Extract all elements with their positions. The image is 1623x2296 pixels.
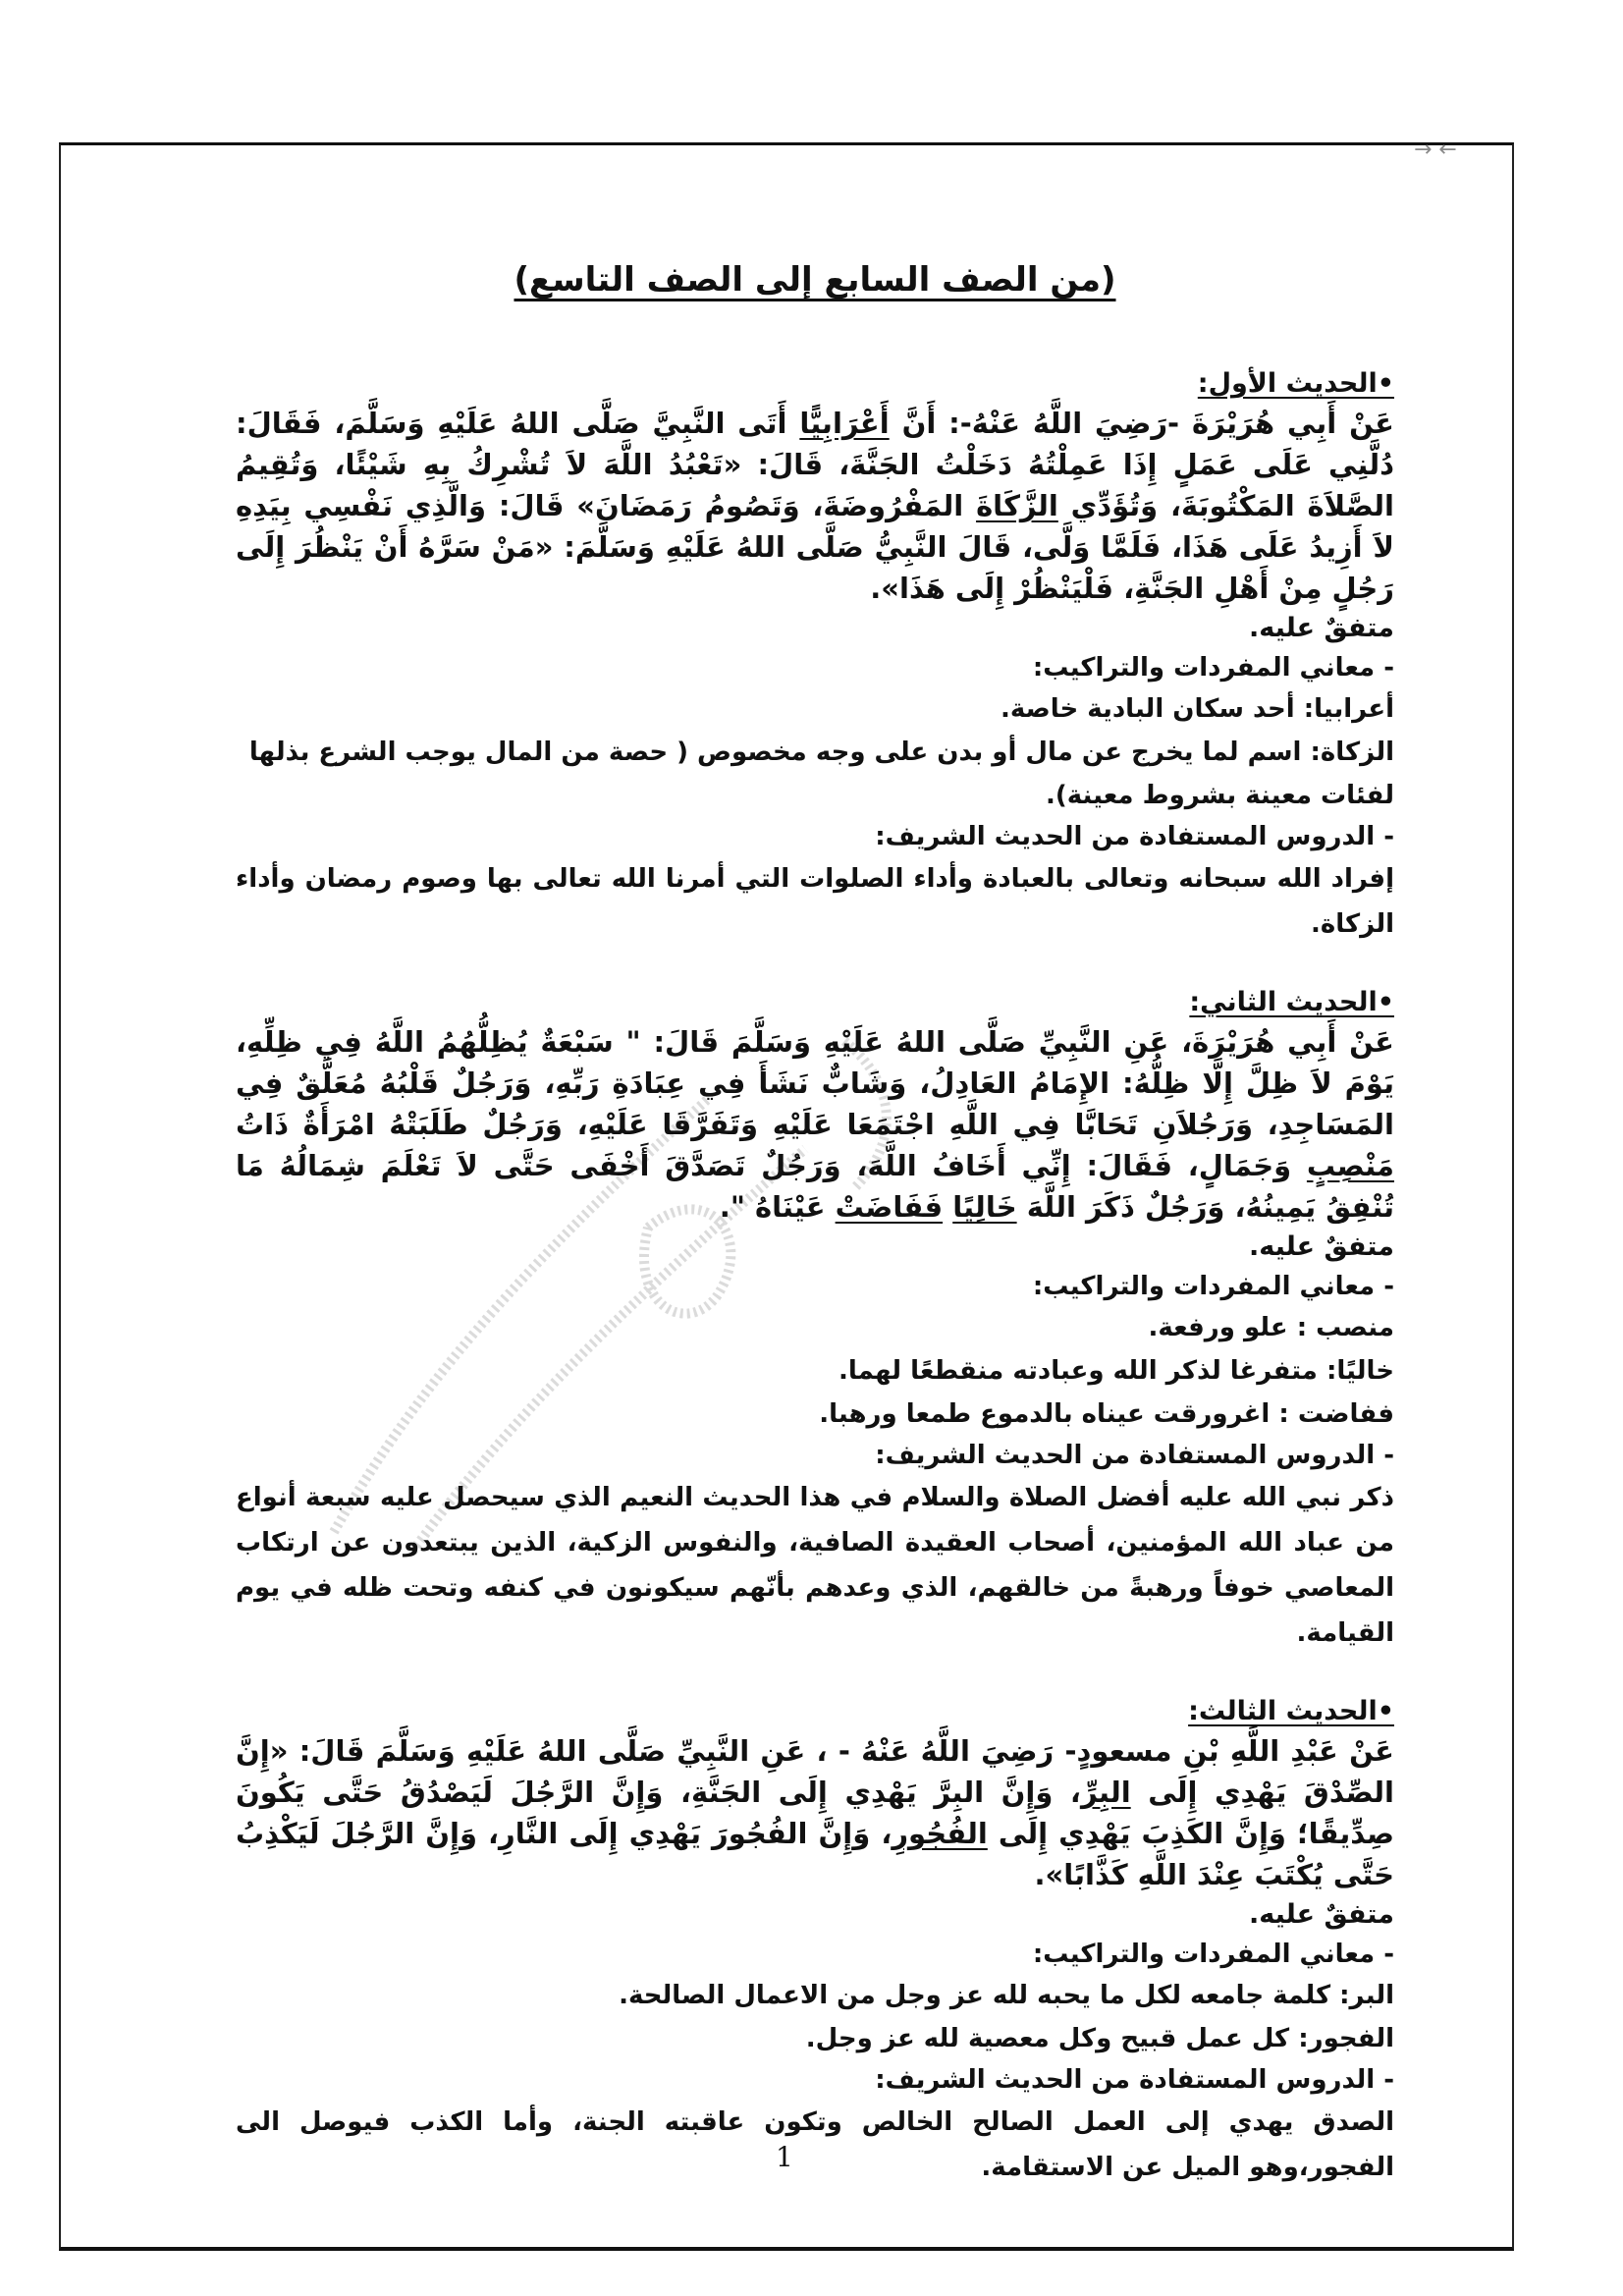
hadith-reference: متفقٌ عليه. [1248,1899,1394,1930]
vocab-term: البر: [1339,1981,1394,2010]
vocab-term: الزكاة: [1310,738,1394,767]
vocab-item [236,687,1394,731]
text-segment: أَتَى النَّبِيَّ صَلَّى اللهُ عَلَيْهِ وَسَلَّمَ، فَقَالَ: دُلَّنِي عَلَى عَمَلٍ إِذَا عَمِلْتُهُ دَخَلْتُ الجَنَّةَ، قَالَ: «تَعْبُدُ اللَّهَ لاَ تُشْرِكُ بِهِ شَيْئًا، وَتُقِيمُ الصَّلاَةَ المَكْتُوبَةَ، وَتُؤَدِّي [236,407,1394,522]
hadith-text [236,403,1394,609]
underlined-term: مَنْصِبٍ [1306,1149,1394,1182]
vocab-meaning: : علو ورفعة. [1148,1313,1317,1342]
underlined-term: فَفَاضَتْ [835,1190,944,1224]
text-segment: ، وَإِنَّ البِرَّ يَهْدِي إِلَى الجَنَّةِ، وَإِنَّ الرَّجُلَ لَيَصْدُقُ حَتَّى يَكُونَ صِدِّيقًا؛ وَإِنَّ الكَذِبَ يَهْدِي إِلَى [236,1776,1394,1850]
vocab-term: منصب [1316,1313,1394,1342]
text-segment: عَيْنَاهُ ". [719,1190,836,1224]
underlined-term: أَعْرَابِيًّا [799,407,890,440]
text-segment: عَنْ عَبْدِ اللَّهِ بْنِ مسعودٍ- رَضِيَ اللَّهُ عَنْهُ - ، عَنِ النَّبِيِّ صَلَّى اللهُ عَلَيْهِ وَسَلَّمَ قَالَ: «إِنَّ الصِّدْقَ يَهْدِي إِلَى [236,1734,1394,1809]
underlined-term: البِرِّ [1080,1776,1131,1809]
document-body [236,255,1394,2227]
vocab-term: ففاضت [1297,1399,1394,1429]
vocab-heading: - معاني المفردات والتراكيب: [1032,1940,1394,1969]
vocab-term: الفجور: [1298,2024,1394,2053]
vocab-heading: - معاني المفردات والتراكيب: [1032,1272,1394,1301]
vocab-meaning: متفرغا لذكر الله وعبادته منقطعًا لهما. [839,1356,1326,1386]
hadith-reference: متفقٌ عليه. [1248,1231,1394,1262]
vocab-item [236,1974,1394,2017]
page-number: 1 [776,2141,793,2173]
vocab-meaning: : اغرورقت عيناه بالدموع طمعا ورهبا. [819,1399,1298,1429]
lessons-text: ذكر نبي الله عليه أفضل الصلاة والسلام في هذا الحديث النعيم الذي سيحصل عليه سبعة أنواع من عباد الله المؤمنين، أصحاب العقيدة الصافية، والنفوس الزكية، الذين يبتعدون عن ارتكاب المعاصي خوفاً ورهبةً من خالقهم، الذي وعدهم بأنّهم سيكونون في كنفه وتحت ظله في يوم القيامة. [236,1483,1394,1648]
hadith-section-2 [236,984,1394,1656]
vocab-meaning: كلمة جامعه لكل ما يحبه لله عز وجل من الاعمال الصالحة. [619,1981,1340,2010]
vocab-item [236,731,1394,817]
vocab-item [236,1393,1394,1436]
lessons-heading: - الدروس المستفادة من الحديث الشريف: [875,1441,1394,1470]
vocab-meaning: أحد سكان البادية خاصة. [1000,694,1304,724]
text-segment: وَجَمَالٍ، فَقَالَ: إِنِّي أَخَافُ اللَّهَ، وَرَجُلٌ تَصَدَّقَ أَخْفَى حَتَّى لاَ تَعْلَمَ شِمَالُهُ مَا تُنْفِقُ يَمِينُهُ، وَرَجُلٌ ذَكَرَ اللَّهَ [236,1149,1394,1224]
hadith-heading: •الحديث الثاني: [1189,987,1394,1017]
vocab-item [236,1349,1394,1393]
hadith-text [236,1730,1394,1895]
underlined-term: الزَّكَاةَ [976,489,1058,522]
lessons-heading: - الدروس المستفادة من الحديث الشريف: [875,2065,1394,2095]
text-segment: ، وَإِنَّ الفُجُورَ يَهْدِي إِلَى النَّارِ، وَإِنَّ الرَّجُلَ لَيَكْذِبُ حَتَّى يُكْتَبَ عِنْدَ اللَّهِ كَذَّابًا». [236,1817,1394,1891]
scan-corner-mark: → ← [1414,137,1457,162]
hadith-text [236,1021,1394,1228]
vocab-meaning: اسم لما يخرج عن مال أو بدن على وجه مخصوص ( حصة من المال يوجب الشرع بذلها لفئات معينة بشروط معينة). [248,738,1394,810]
hadith-reference: متفقٌ عليه. [1248,613,1394,643]
vocab-heading: - معاني المفردات والتراكيب: [1032,653,1394,683]
vocab-term: خاليًا: [1325,1356,1394,1386]
text-segment: عَنْ أَبِي هُرَيْرَةَ -رَضِيَ اللَّهُ عَنْهُ-: أَنَّ [889,407,1394,440]
lessons-text: إفراد الله سبحانه وتعالى بالعبادة وأداء الصلوات التي أمرنا الله تعالى بها وصوم رمضان وأداء الزكاة. [236,864,1394,939]
lessons-text: الصدق يهدي إلى العمل الصالح الخالص وتكون عاقبته الجنة، وأما الكذب فيوصل الى الفجور،وهو الميل عن الاستقامة. [236,2107,1394,2182]
document-title: (من الصف السابع إلى الصف التاسع) [514,260,1116,300]
vocab-term: أعرابيا: [1303,694,1394,724]
underlined-term: خَالِيًا [952,1190,1017,1224]
text-segment [943,1190,952,1224]
lessons-heading: - الدروس المستفادة من الحديث الشريف: [875,822,1394,851]
vocab-item [236,1306,1394,1349]
underlined-term: الفُجُورِ [892,1817,988,1850]
hadith-section-1 [236,365,1394,947]
text-segment: عَنْ أَبِي هُرَيْرَةَ، عَنِ النَّبِيِّ صَلَّى اللهُ عَلَيْهِ وَسَلَّمَ قَالَ: " سَبْعَةٌ يُظِلُّهُمُ اللَّهُ فِي ظِلِّهِ، يَوْمَ لاَ ظِلَّ إِلَّا ظِلُّهُ: الإِمَامُ العَادِلُ، وَشَابٌّ نَشَأَ فِي عِبَادَةِ رَبِّهِ، وَرَجُلٌ قَلْبُهُ مُعَلَّقٌ فِي المَسَاجِدِ، وَرَجُلاَنِ تَحَابَّا فِي اللَّهِ اجْتَمَعَا عَلَيْهِ وَتَفَرَّقَا عَلَيْهِ، وَرَجُلٌ طَلَبَتْهُ امْرَأَةٌ ذَاتُ [236,1025,1394,1141]
vocab-item [236,2017,1394,2060]
hadith-heading: •الحديث الثالث: [1188,1696,1394,1726]
vocab-meaning: كل عمل قبيح وكل معصية لله عز وجل. [805,2024,1299,2053]
hadith-section-3 [236,1693,1394,2190]
text-segment: المَفْرُوضَةَ، وَتَصُومُ رَمَضَانَ» قَالَ: وَالَّذِي نَفْسِي بِيَدِهِ لاَ أَزِيدُ عَلَى هَذَا، فَلَمَّا وَلَّى، قَالَ النَّبِيُّ صَلَّى اللهُ عَلَيْهِ وَسَلَّمَ: «مَنْ سَرَّهُ أَنْ يَنْظُرَ إِلَى رَجُلٍ مِنْ أَهْلِ الجَنَّةِ، فَلْيَنْظُرْ إِلَى هَذَا». [236,489,1394,605]
hadith-heading: •الحديث الأول: [1197,368,1394,399]
